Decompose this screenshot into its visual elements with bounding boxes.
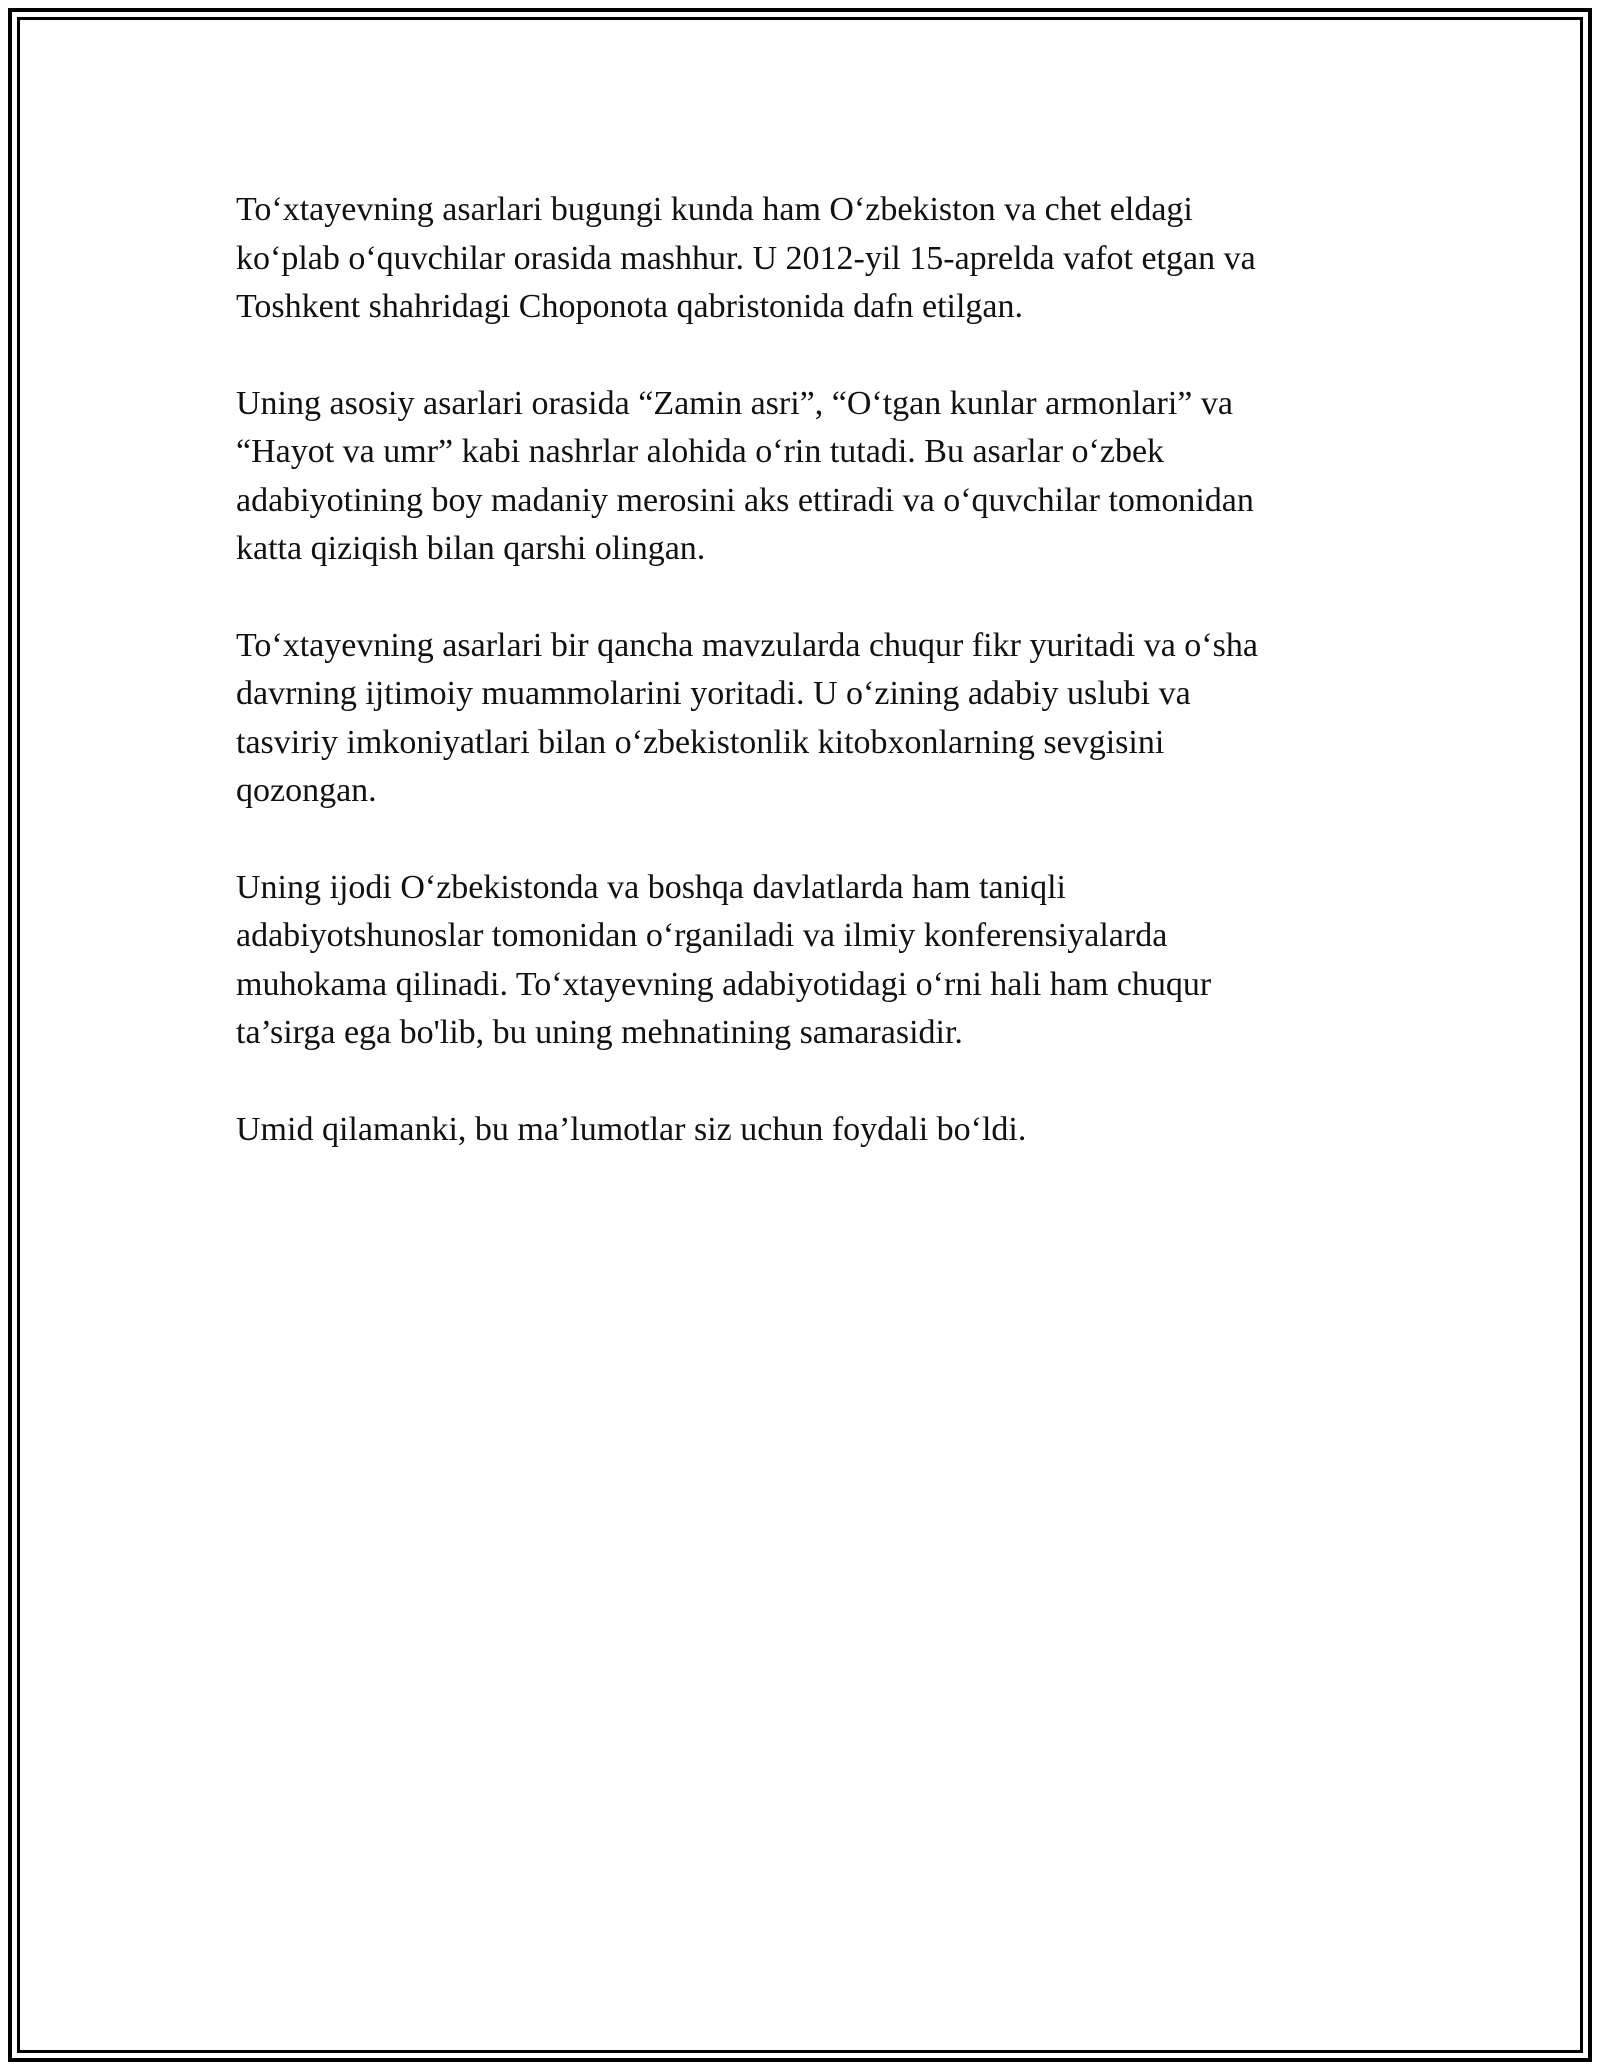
paragraph-line: adabiyotining boy madaniy merosini aks ettiradi va o‘quvchilar tomonidan	[236, 481, 1254, 519]
paragraph-line: adabiyotshunoslar tomonidan o‘rganiladi va ilmiy konferensiyalarda	[236, 917, 1168, 954]
paragraph-line: tasviriy imkoniyatlari bilan o‘zbekistonlik kitobxonlarning sevgisini	[236, 723, 1165, 761]
document-body	[236, 186, 1366, 1202]
paragraph-line: qozongan.	[236, 772, 377, 809]
paragraph-line: davrning ijtimoiy muammolarini yoritadi. U o‘zining adabiy uslubi va	[236, 675, 1191, 712]
paragraph-line: ta’sirga ega bo'lib, bu uning mehnatining samarasidir.	[236, 1014, 963, 1051]
paragraph-4	[236, 864, 1366, 1058]
paragraph-line: “Hayot va umr” kabi nashrlar alohida o‘rin tutadi. Bu asarlar o‘zbek	[236, 433, 1165, 470]
paragraph-line: Umid qilamanki, bu ma’lumotlar siz uchun foydali bo‘ldi.	[236, 1110, 1027, 1148]
paragraph-line: To‘xtayevning asarlari bir qancha mavzularda chuqur fikr yuritadi va o‘sha	[236, 626, 1258, 664]
paragraph-line: Toshkent shahridagi Choponota qabristonida dafn etilgan.	[236, 288, 1024, 325]
paragraph-2	[236, 380, 1366, 574]
paragraph-5	[236, 1106, 1366, 1155]
paragraph-line: ko‘plab o‘quvchilar orasida mashhur. U 2012-yil 15-aprelda vafot etgan va	[236, 239, 1256, 277]
paragraph-line: Uning ijodi O‘zbekistonda va boshqa davlatlarda ham taniqli	[236, 868, 1066, 906]
paragraph-3	[236, 622, 1366, 816]
paragraph-line: muhokama qilinadi. To‘xtayevning adabiyotidagi o‘rni hali ham chuqur	[236, 965, 1212, 1003]
paragraph-line: katta qiziqish bilan qarshi olingan.	[236, 530, 706, 567]
paragraph-1	[236, 186, 1366, 332]
paragraph-line: To‘xtayevning asarlari bugungi kunda ham O‘zbekiston va chet eldagi	[236, 191, 1193, 228]
paragraph-line: Uning asosiy asarlari orasida “Zamin asri”, “O‘tgan kunlar armonlari” va	[236, 384, 1233, 422]
